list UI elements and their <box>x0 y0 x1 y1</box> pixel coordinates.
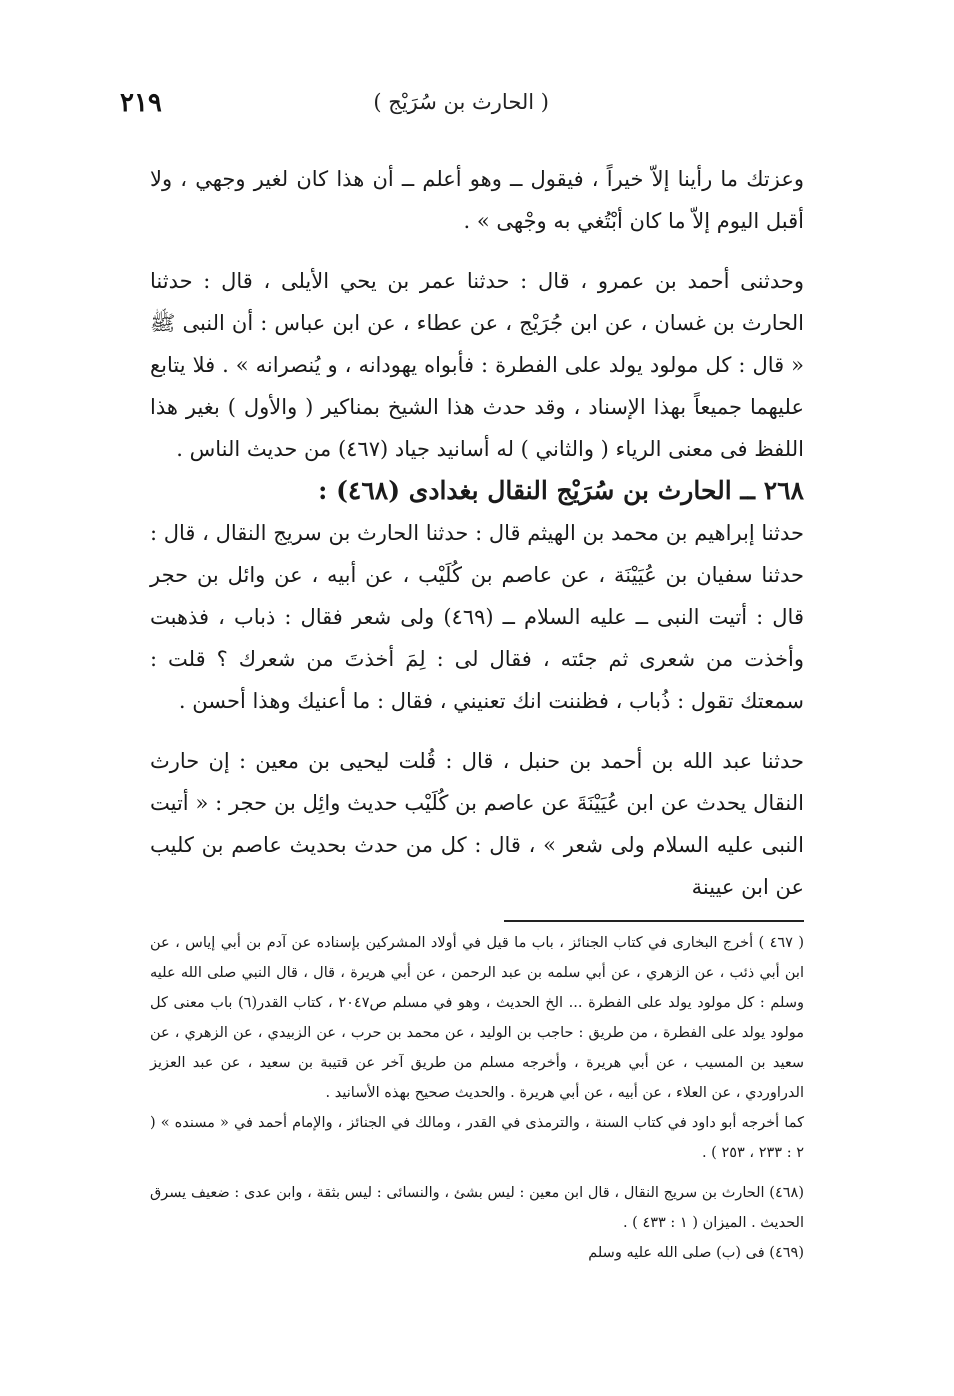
footnote-467-continued: كما أخرجه أبو داود في كتاب السنة ، والترمذى في القدر ، ومالك في الجنائز ، والإمام أحمد في « مسنده » ( ٢ : ٢٣٣ ، ٢٥٣ ) . <box>150 1115 804 1161</box>
body-text <box>150 158 804 908</box>
page-number: ٢١٩ <box>120 88 162 118</box>
footnote-469: (٤٦٩) فى (ب) صلى الله عليه وسلم <box>588 1245 804 1261</box>
footnote-divider <box>504 920 804 922</box>
footnotes <box>150 920 804 1268</box>
footnote-468: (٤٦٨) الحارث بن سريج النقال ، قال ابن معين : ليس بشئ ، والنسائى : ليس بثقة ، وابن عدى : ضعيف يسرق الحديث . الميزان ( ١ : ٤٣٣ ) . <box>150 1185 804 1231</box>
paragraph-3: حدثنا إبراهيم بن محمد بن الهيثم قال : حدثنا الحارث بن سريج النقال ، قال : حدثنا سفيان بن عُيَيْنَة ، عن عاصم بن كُلَيْب ، عن أبيه ، عن وائل بن حجر قال : أتيت النبى ــ عليه السلام ــ (٤٦٩) ولى شعر فقال : ذباب ، فذهبت وأخذت من شعرى ثم جئته ، فقال لى : لِمَ أخذتَ من شعرك ؟ قلت : سمعتك تقول : ذُباب ، فظننت انك تعنيني ، فقال : ما أعنيك وهذا أحسن . <box>150 521 804 713</box>
footnote-467: ( ٤٦٧ ) أخرج البخارى في كتاب الجنائز ، باب ما قيل في أولاد المشركين بإسناده عن آدم بن أبي إياس ، عن ابن أبي ذئب ، عن الزهري ، عن أبي سلمه بن عبد الرحمن ، عن أبي هريرة ، قال ، قال النبي صلى الله عليه وسلم : كل مولود يولد على الفطرة ... الخ الحديث ، وهو في مسلم ص٢٠٤٧ ، كتاب القدر(٦) باب معنى كل مولود يولد على الفطرة ، من طريق : حاجب بن الوليد ، عن محمد بن حرب ، عن الزبيدي ، عن الزهري ، عن سعيد بن المسيب ، عن أبي هريرة ، وأخرجه مسلم من طريق آخر عن قتيبة بن سعيد ، عن عبد العزيز الدراوردي ، عن العلاء ، عن أبيه ، عن أبي هريرة . والحديث صحيح بهذه الأسانيد . <box>150 935 805 1101</box>
paragraph-2: وحدثنى أحمد بن عمرو ، قال : حدثنا عمر بن يحي الأيلى ، قال : حدثنا الحارث بن غسان ، عن ابن جُرَيْج ، عن عطاء ، عن ابن عباس : أن النبى ﷺ « قال : كل مولود يولد على الفطرة : فأبواه يهودانه ، و يُنصرانه » . فلا يتابع عليهما جميعاً بهذا الإسناد ، وقد حدث هذا الشيخ بمناكير ( والأول ) بغير هذا اللفظ فى معنى الرياء ( والثاني ) له أسانيد جياد (٤٦٧) من حديث الناس . <box>150 269 804 461</box>
paragraph-4: حدثنا عبد الله بن أحمد بن حنبل ، قال : قُلت ليحيى بن معين : إن حارث النقال يحدث عن ابن عُيَيْنَةَ عن عاصم بن كُلَيْب حديث وائِل بن حجر : « أتيت النبى عليه السلام ولى شعر » ، قال : كل من حدث بحديث عاصم بن كليب عن ابن عيينة <box>150 749 804 899</box>
running-head <box>120 88 804 122</box>
running-title: ( الحارث بن سُرَيْج ) <box>373 90 549 114</box>
paragraph-1: وعزتك ما رأينا إلاّ خيراً ، فيقول ــ وهو أعلم ــ أن هذا كان لغير وجهي ، ولا أقبل اليوم إلاّ ما كان أبْتُغي به وجْهى » . <box>150 167 804 233</box>
entry-heading: ٢٦٨ ــ الحارث بن سُرَيْج النقال بغدادى (٤٦٨) : <box>318 476 804 505</box>
